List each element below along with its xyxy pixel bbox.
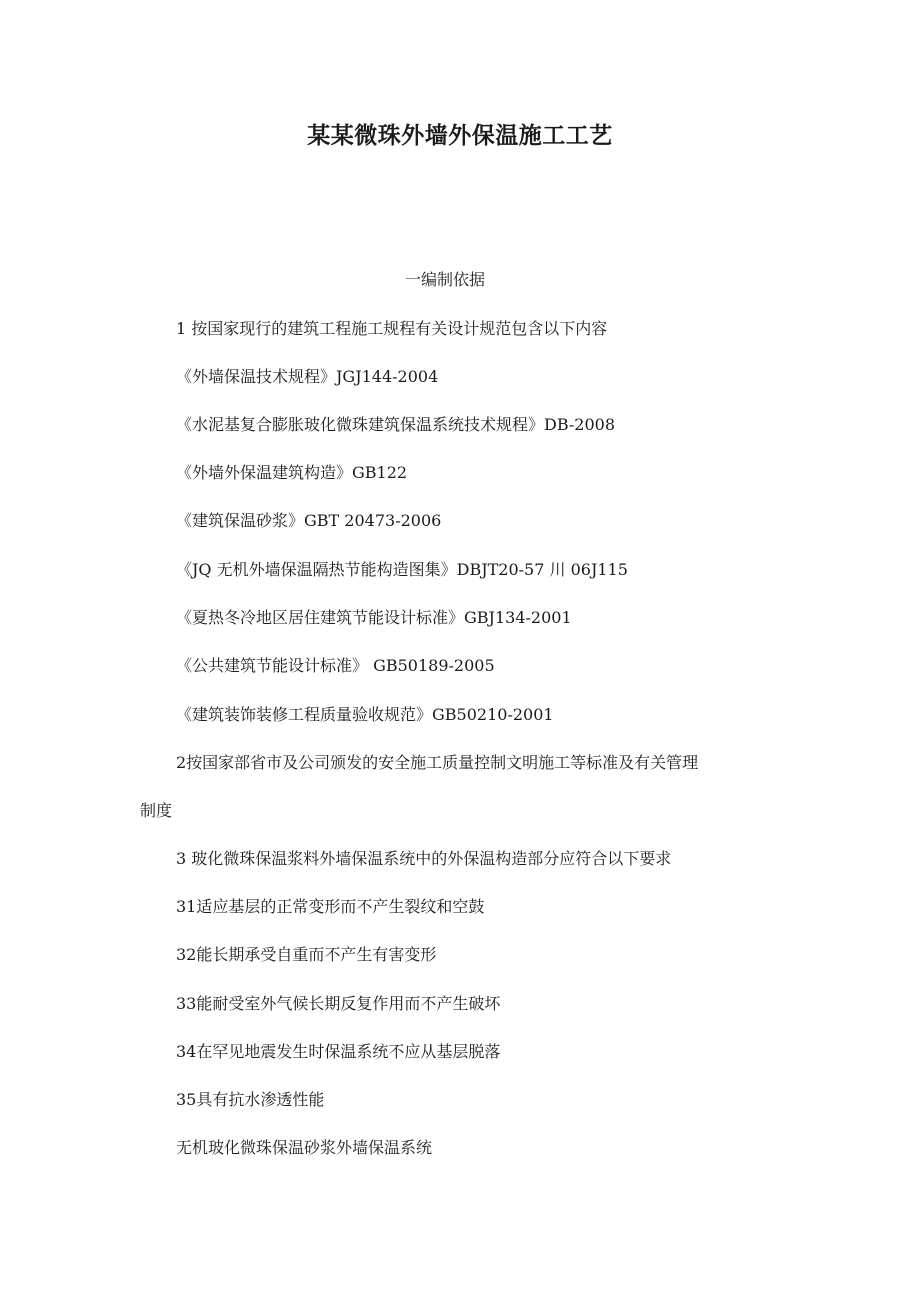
standard-item: 《外墙保温技术规程》JGJ144-2004	[176, 367, 439, 386]
standard-item: 《外墙外保温建筑构造》GB122	[176, 463, 408, 482]
standard-item: 《公共建筑节能设计标准》 GB50189-2005	[176, 656, 495, 675]
standard-item: 《水泥基复合膨胀玻化微珠建筑保温系统技术规程》DB-2008	[176, 415, 616, 434]
requirement-item: 33能耐受室外气候长期反复作用而不产生破坏	[176, 994, 501, 1013]
requirement-item: 34在罕见地震发生时保温系统不应从基层脱落	[176, 1042, 501, 1061]
paragraph-item-3: 3 玻化微珠保温浆料外墙保温系统中的外保温构造部分应符合以下要求	[176, 849, 672, 868]
paragraph-item-2: 2按国家部省市及公司颁发的安全施工质量控制文明施工等标准及有关管理	[176, 753, 699, 772]
standard-item: 《夏热冬冷地区居住建筑节能设计标准》GBJ134-2001	[176, 608, 572, 627]
paragraph-item-1: 1 按国家现行的建筑工程施工规程有关设计规范包含以下内容	[176, 319, 608, 338]
standard-item: 《建筑装饰装修工程质量验收规范》GB50210-2001	[176, 705, 554, 724]
section-heading: 一编制依据	[404, 270, 485, 289]
requirement-item: 32能长期承受自重而不产生有害变形	[176, 945, 437, 964]
standard-item: 《JQ 无机外墙保温隔热节能构造图集》DBJT20-57 川 06J115	[176, 560, 628, 579]
document-title: 某某微珠外墙外保温施工工艺	[307, 122, 613, 149]
paragraph-continuation: 制度	[140, 801, 173, 820]
subsection-heading: 无机玻化微珠保温砂浆外墙保温系统	[176, 1138, 433, 1157]
standard-item: 《建筑保温砂浆》GBT 20473-2006	[176, 511, 442, 530]
requirement-item: 31适应基层的正常变形而不产生裂纹和空鼓	[176, 897, 485, 916]
requirement-item: 35具有抗水渗透性能	[176, 1090, 325, 1109]
